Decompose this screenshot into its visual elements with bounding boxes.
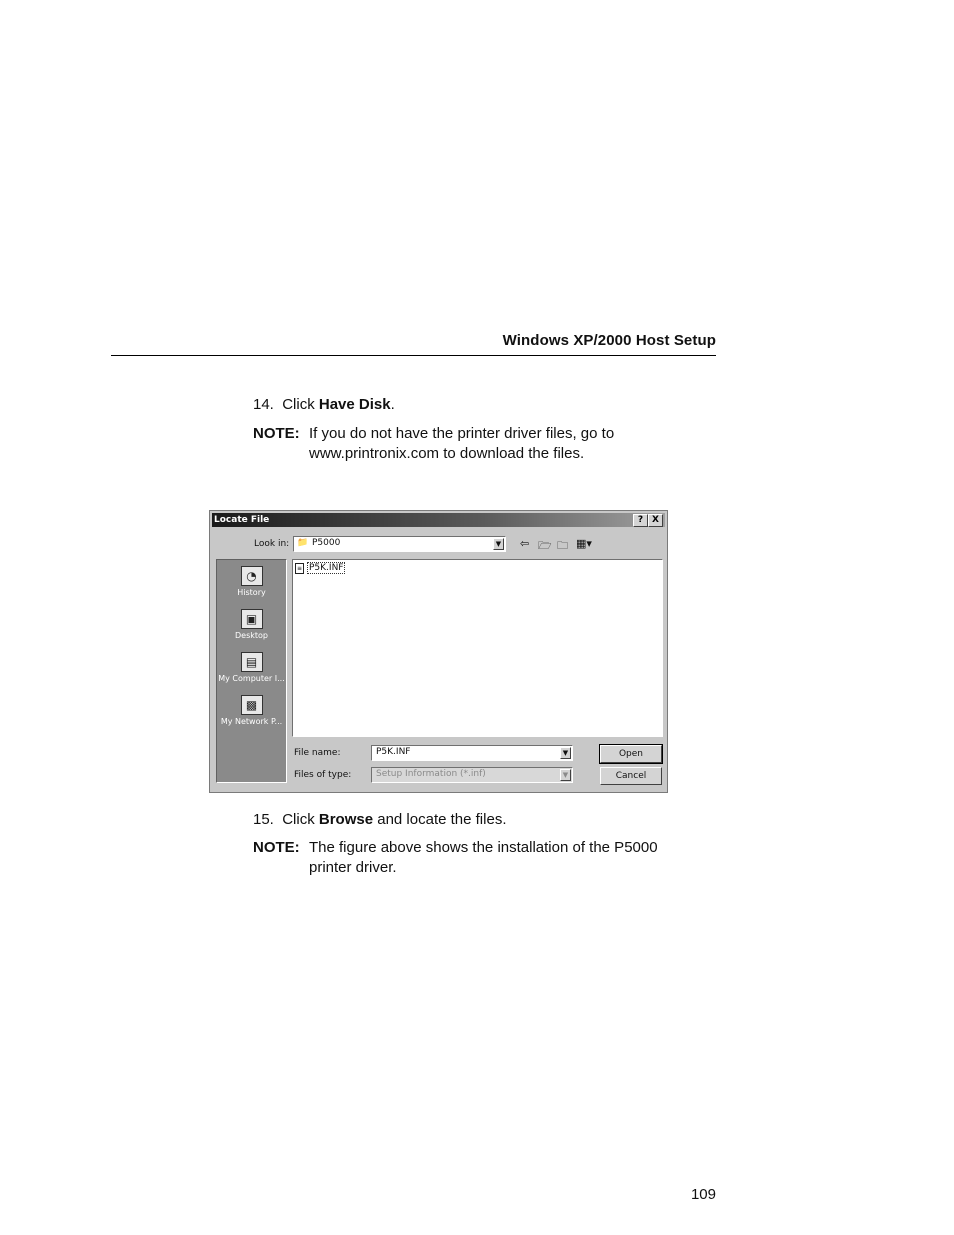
step-text: Click [282,811,319,828]
place-label: History [237,588,266,597]
list-item[interactable] [295,562,345,574]
file-name: P5K.INF [309,563,344,573]
file-name-label: File name: [294,748,341,758]
page-number: 109 [690,1186,716,1203]
note-line: www.printronix.com to download the files. [309,445,585,462]
places-bar [216,559,287,783]
history-icon: ◔ [241,566,263,586]
header-title: Windows XP/2000 Host Setup [502,332,716,349]
files-of-type-label: Files of type: [294,770,352,780]
step-number: 15. [253,811,274,828]
file-list[interactable] [292,559,663,737]
step-15 [253,810,506,830]
header-rule [111,355,716,356]
step-suffix: and locate the files. [373,811,507,828]
step-bold: Browse [318,811,374,828]
network-icon: ▩ [241,695,263,715]
chevron-down-icon[interactable]: ▼ [493,538,504,550]
new-folder-icon[interactable]: 🗀 [557,539,568,552]
folder-icon: 📁 [297,538,309,548]
note-label: NOTE: [253,839,300,856]
place-my-computer[interactable] [217,652,286,683]
view-menu-icon[interactable]: ▦▾ [576,537,592,550]
cancel-button[interactable]: Cancel [600,767,662,785]
back-icon[interactable]: ⇦ [520,537,530,550]
desktop-icon: ▣ [241,609,263,629]
chevron-down-icon[interactable]: ▼ [560,747,571,759]
files-of-type-value: Setup Information (*.inf) [376,769,486,779]
file-name-field[interactable] [371,745,573,761]
place-history[interactable] [217,566,286,597]
place-my-network[interactable] [217,695,286,726]
note-label: NOTE: [253,425,300,442]
file-name-value: P5K.INF [376,747,411,757]
locate-file-dialog [209,510,668,793]
place-label: My Computer I... [218,674,285,683]
dialog-title: Locate File [214,515,270,525]
look-in-value: P5000 [312,538,341,548]
place-desktop[interactable] [217,609,286,640]
look-in-combo[interactable] [293,536,506,552]
step-suffix: . [390,396,395,413]
note-line: The figure above shows the installation of the P5000 [309,839,658,856]
help-button[interactable]: ? [633,514,648,527]
place-label: Desktop [235,631,268,640]
step-bold: Have Disk [318,396,391,413]
dialog-titlebar [212,513,665,527]
note-line: If you do not have the printer driver files, go to [309,425,615,442]
note-line: printer driver. [309,859,397,876]
chevron-down-icon: ▼ [560,769,571,781]
file-icon: ≡ [296,564,303,572]
step-text: Click [282,396,319,413]
look-in-label: Look in: [254,539,290,549]
computer-icon: ▤ [241,652,263,672]
close-button[interactable]: X [648,514,663,527]
place-label: My Network P... [220,717,283,726]
step-14 [253,395,395,415]
step-number: 14. [253,396,274,413]
files-of-type-select [371,767,573,783]
open-button[interactable]: Open [600,745,662,763]
up-folder-icon[interactable]: 🗁 [538,539,552,552]
